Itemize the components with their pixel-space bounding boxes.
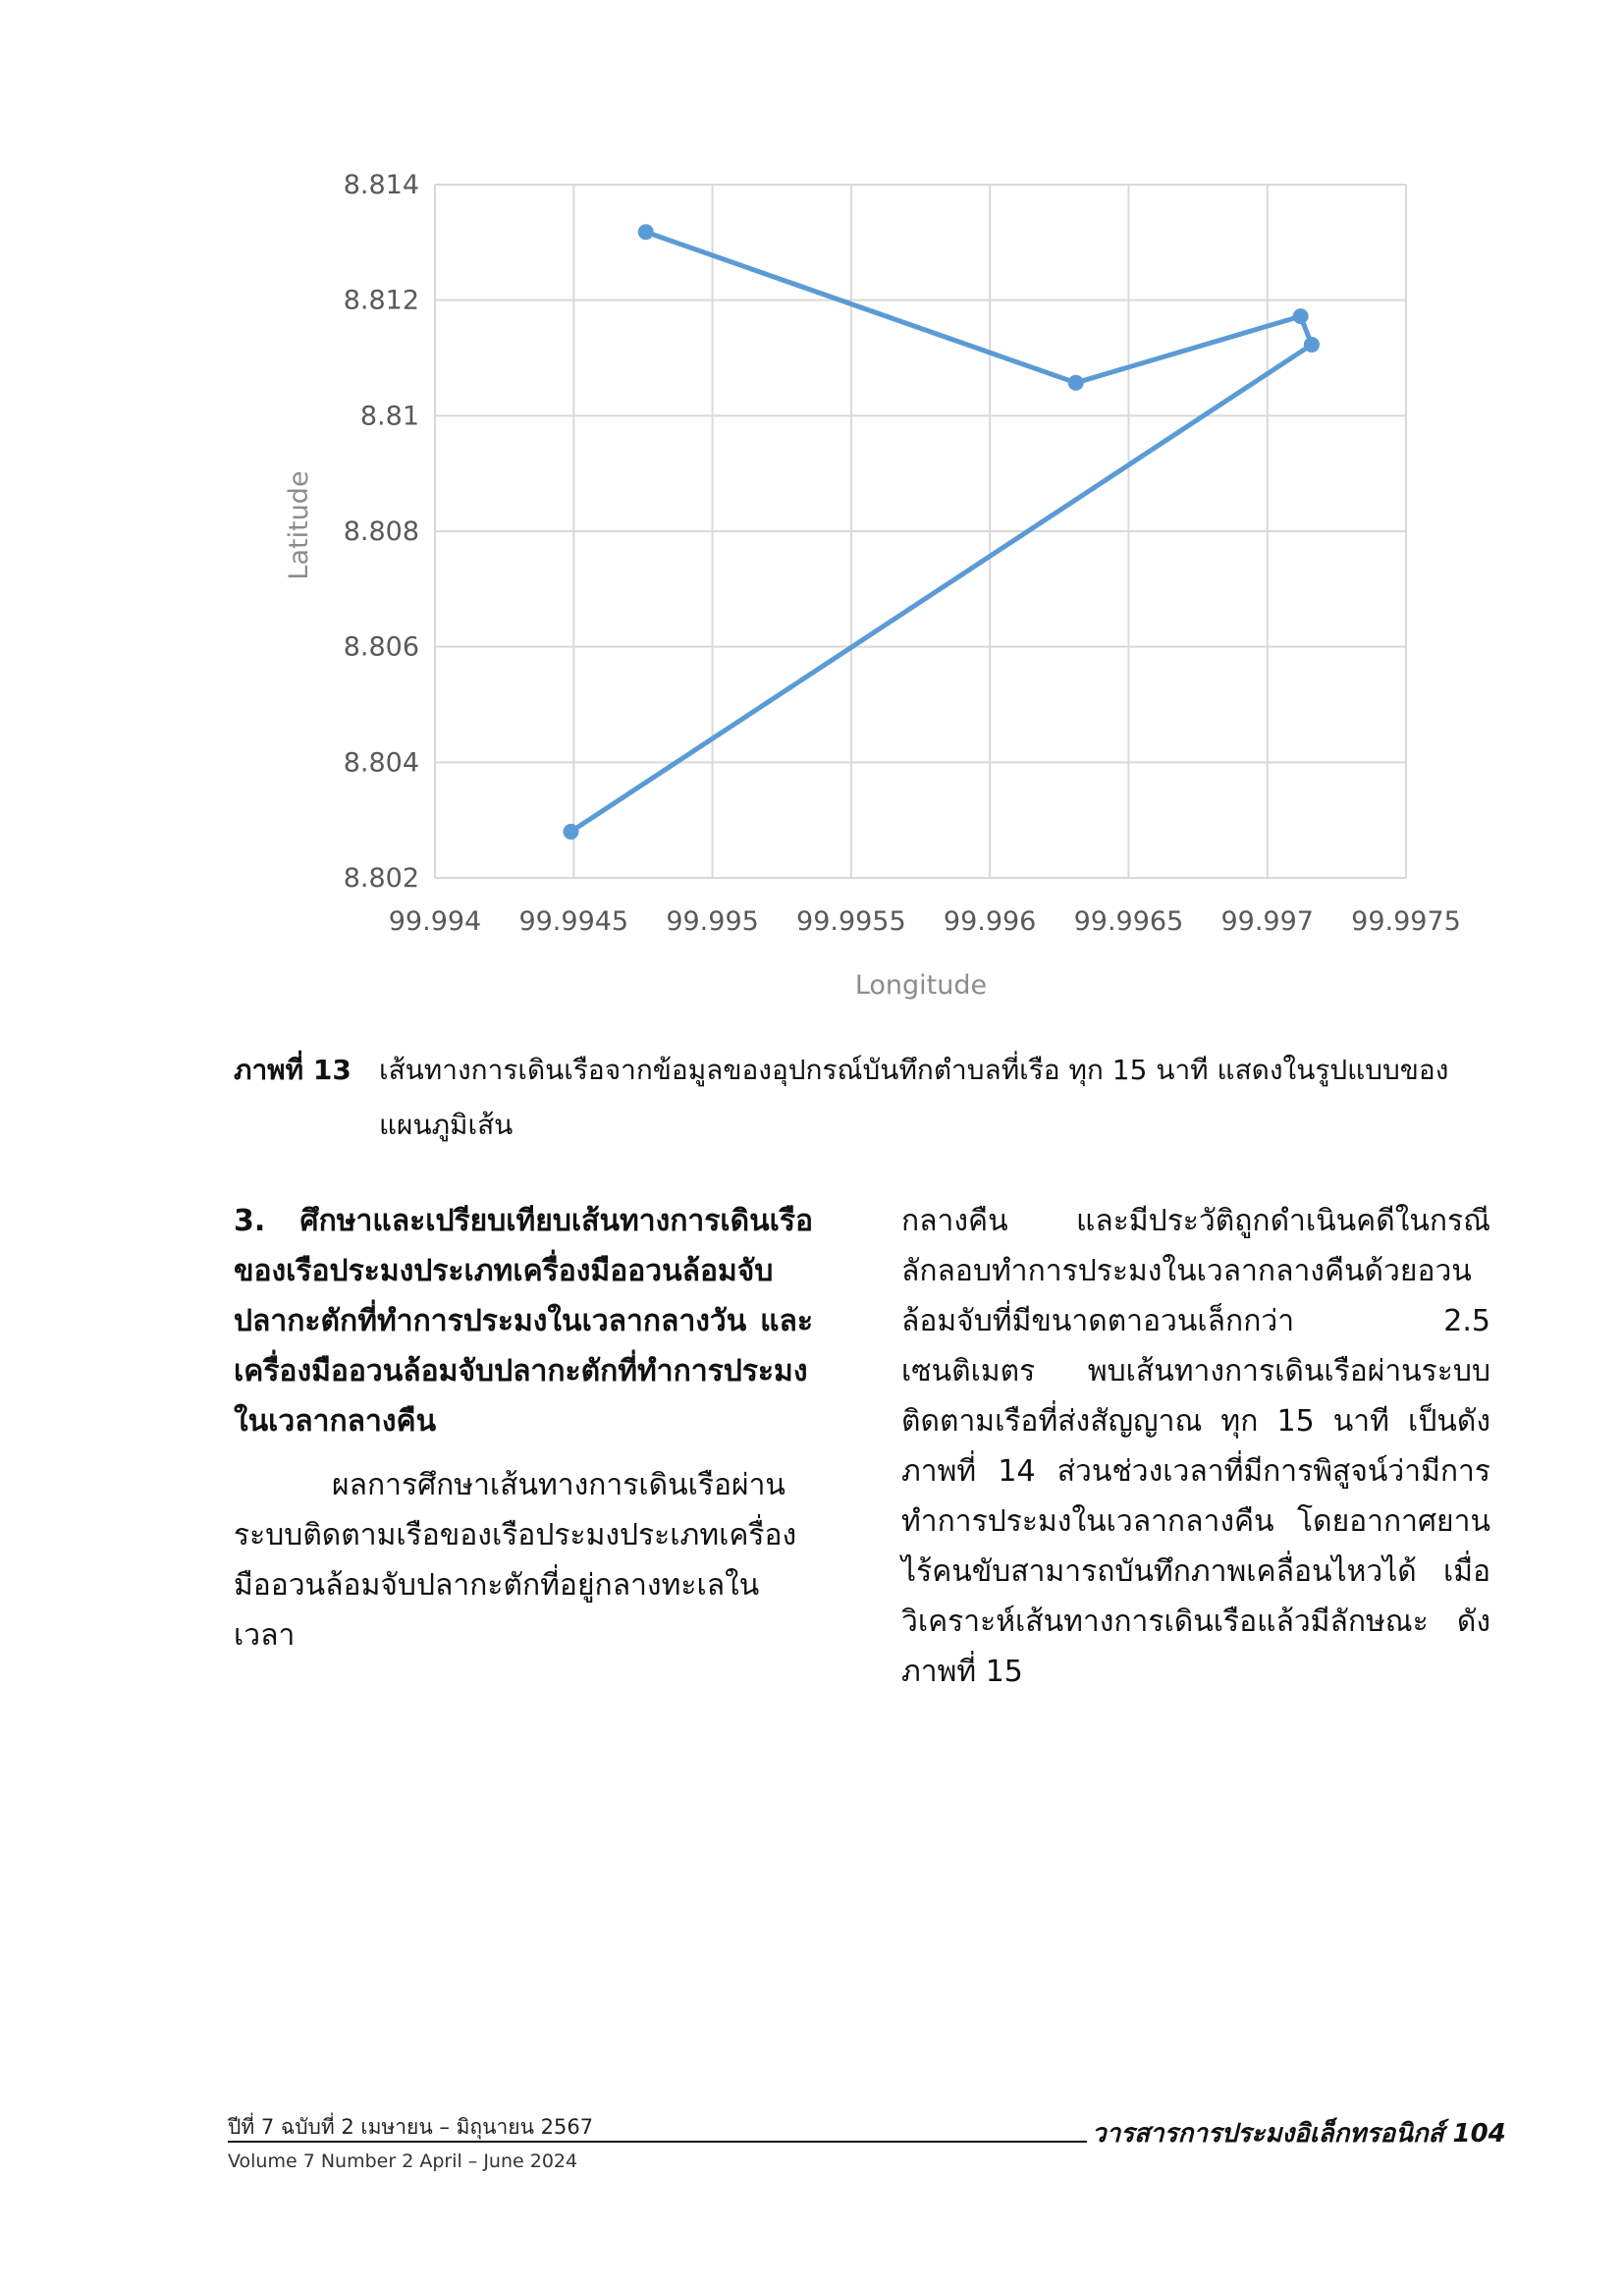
x-tick-label: 99.9975 — [1351, 906, 1461, 937]
right-paragraph: กลางคืน และมีประวัติถูกดำเนินคดีในกรณีลักลอบทำการประมงในเวลากลางคืนด้วยอวนล้อมจับที่มีขนาดตาอวนเล็กกว่า 2.5 เซนติเมตร พบเส้นทางการเดินเรือผ่านระบบติดตามเรือที่ส่งสัญญาณ ทุก 15 นาที เป็นดังภาพที่ 14 ส่วนช่วงเวลาที่มีการพิสูจน์ว่ามีการทำการประมงในเวลากลางคืน โดยอากาศยานไร้คนขับสามารถบันทึกภาพเคลื่อนไหวได้ เมื่อวิเคราะห์เส้นทางการเดินเรือแล้วมีลักษณะ ดังภาพที่ 15 — [901, 1204, 1490, 1689]
footer-issue-english: Volume 7 Number 2 April – June 2024 — [228, 2150, 578, 2172]
left-paragraph: ผลการศึกษาเส้นทางการเดินเรือผ่านระบบติดตามเรือของเรือประมงประเภทเครื่องมืออวนล้อมจับปลากะตักที่อยู่กลางทะเลในเวลา — [234, 1468, 797, 1653]
x-tick-label: 99.997 — [1220, 906, 1314, 937]
right-column — [901, 1196, 1490, 1697]
y-tick-label: 8.81 — [359, 401, 419, 432]
x-tick-labels — [389, 906, 1461, 937]
footer-rule — [228, 2141, 1087, 2143]
data-point — [1304, 337, 1320, 353]
figure-caption — [234, 1043, 1490, 1153]
data-point — [563, 824, 578, 840]
y-axis-title: Latitude — [284, 470, 314, 580]
x-tick-label: 99.9955 — [796, 906, 906, 937]
y-tick-label: 8.808 — [343, 517, 419, 547]
figure-caption-text: เส้นทางการเดินเรือจากข้อมูลของอุปกรณ์บันทึกตำบลที่เรือ ทุก 15 นาที แสดงในรูปแบบของแผนภูมิเส้น — [379, 1054, 1449, 1141]
x-tick-label: 99.994 — [388, 906, 482, 937]
y-tick-label: 8.814 — [343, 170, 419, 200]
x-tick-label: 99.995 — [666, 906, 759, 937]
y-tick-label: 8.804 — [343, 747, 419, 779]
x-tick-label: 99.9945 — [518, 906, 629, 937]
x-axis-title: Longitude — [854, 970, 988, 1001]
data-point — [1068, 375, 1084, 391]
y-tick-labels — [344, 170, 419, 894]
section-heading: 3. ศึกษาและเปรียบเทียบเส้นทางการเดินเรือของเรือประมงประเภทเครื่องมืออวนล้อมจับปลากะตักที่ทำการประมงในเวลากลางวัน และเครื่องมืออวนล้อมจับปลากะตักที่ทำการประมงในเวลากลางคืน — [234, 1204, 813, 1439]
y-tick-label: 8.806 — [343, 631, 419, 663]
data-point — [1293, 308, 1309, 324]
chart-gridlines — [435, 185, 1406, 878]
footer-journal-title: วารสารการประมงอิเล็กทรอนิกส์ 104 — [1092, 2119, 1506, 2149]
left-column — [234, 1196, 813, 1660]
x-tick-label: 99.9965 — [1073, 906, 1184, 937]
data-point — [638, 224, 654, 240]
x-tick-label: 99.996 — [943, 906, 1037, 937]
figure-label: ภาพที่ 13 — [234, 1054, 352, 1086]
footer-issue-thai: ปีที่ 7 ฉบับที่ 2 เมษายน – มิถุนายน 2567 — [228, 2115, 594, 2139]
y-tick-label: 8.812 — [343, 285, 419, 316]
y-tick-label: 8.802 — [343, 863, 419, 894]
line-chart — [245, 147, 1483, 1011]
